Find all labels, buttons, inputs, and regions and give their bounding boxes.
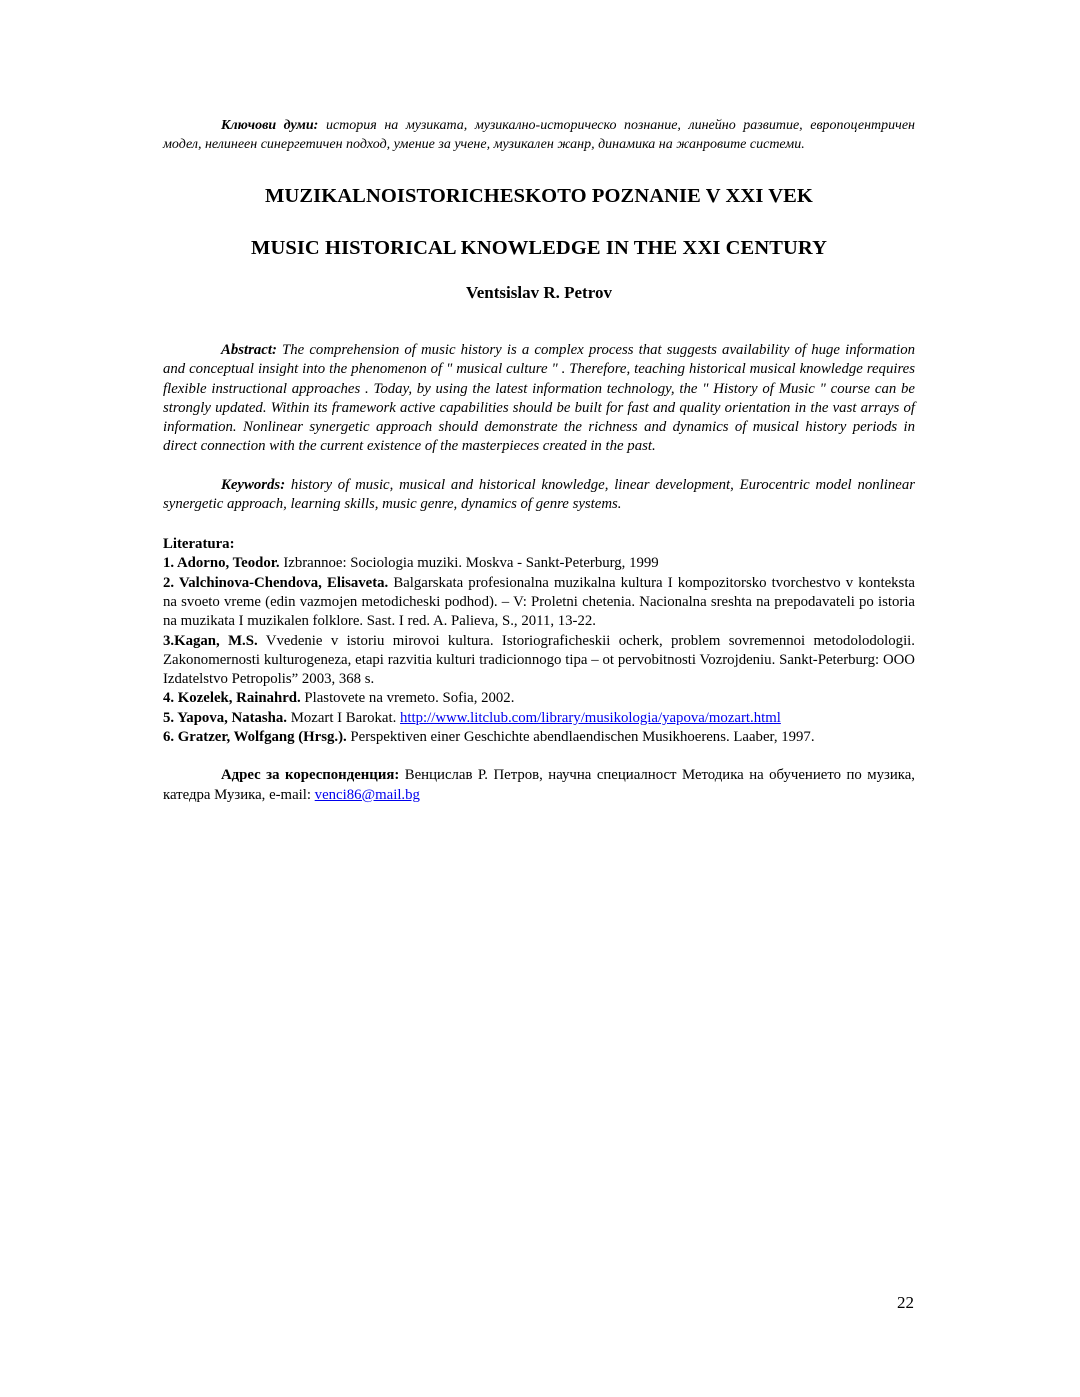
reference-list <box>163 554 915 747</box>
title-en: MUSIC HISTORICAL KNOWLEDGE IN THE XXI CENTURY <box>251 237 827 259</box>
correspondence-address <box>163 766 915 805</box>
keywords-en-label: Keywords: <box>221 476 286 493</box>
reference-text: Balgarskata profesionalna muzikalna kultura I kompozitorsko tvorchestvo v konteksta na svoeto vreme (edin vazmojen metodicheski podhod). – V: Proletni chetenia. Nacionalna sreshta na prepodavateli po istoria na muzikata I muzikalen folklore. Sast. I red. A. Palieva, S., 2011, 13-22. <box>163 574 915 630</box>
keywords-bg-label: Ключови думи: <box>221 118 319 133</box>
abstract-label: Abstract: <box>221 342 277 358</box>
reference-author: 5. Yapova, Natasha. <box>163 709 288 726</box>
reference-author: 2. Valchinova-Chendova, Elisaveta. <box>163 574 389 591</box>
reference-url-link[interactable]: http://www.litclub.com/library/musikologia/yapova/mozart.html <box>400 709 781 726</box>
reference-author: 3.Kagan, M.S. <box>163 632 258 649</box>
reference-author: 1. Adorno, Teodor. <box>163 555 280 572</box>
reference-text: Izbrannoe: Sociologia muziki. Moskva - Sankt-Peterburg, 1999 <box>279 555 659 572</box>
keywords-bg-text: история на музиката, музикално-историческо познание, линейно развитие, европоцентричен модел, нелинеен синергетичен подход, умение за учене, музикален жанр, динамика на жанровите системи. <box>163 118 915 152</box>
literature-heading: Literatura: <box>163 536 235 553</box>
keywords-en-paragraph <box>163 476 915 515</box>
reference-text: Plastovete na vremeto. Sofia, 2002. <box>300 690 515 707</box>
reference-text: Vvedenie v istoriu mirovoi kultura. Istoriograficheskii ocherk, problem sovremennoi metodolodologii. Zakonomernosti kulturogeneza, etapi razvitia kulturi tradicionnogo tipa – ot pervobitnosti Vozrojdeniu. Sankt-Peterburg: OOO Izdatelstvo Petropolis” 2003, 368 s. <box>163 632 915 688</box>
reference-item <box>163 689 915 708</box>
email-link[interactable]: venci86@mail.bg <box>314 786 420 803</box>
reference-item <box>163 632 915 690</box>
abstract-text: The comprehension of music history is a complex process that suggests availability of huge information and conceptual insight into the phenomenon of " musical culture " . Therefore, teaching historical musical knowledge requires flexible instructional approaches . Today, by using the latest information technology, the " History of Music " course can be strongly updated. Within its framework active capabilities should be built for fast and quality orientation in the vast arrays of information. Nonlinear synergetic approach should demonstrate the richness and dynamics of musical history periods in direct connection with the current existence of the masterpieces created in the past. <box>163 342 915 455</box>
page-number: 22 <box>897 1293 914 1312</box>
reference-text: Mozart I Barokat. <box>287 709 401 726</box>
reference-item <box>163 709 915 728</box>
reference-author: 6. Gratzer, Wolfgang (Hrsg.). <box>163 729 347 746</box>
reference-author: 4. Kozelek, Rainahrd. <box>163 690 301 707</box>
keywords-bg-paragraph <box>163 116 915 154</box>
title-bg-latin: MUZIKALNOISTORICHESKOTO POZNANIE V XXI VEK <box>265 185 813 207</box>
address-label: Адрес за кореспонденция: <box>221 767 400 784</box>
reference-item <box>163 554 915 573</box>
reference-item <box>163 574 915 632</box>
author-name: Ventsislav R. Petrov <box>466 283 612 302</box>
reference-item <box>163 728 915 747</box>
abstract-paragraph <box>163 341 915 457</box>
reference-text: Perspektiven einer Geschichte abendlaendischen Musikhoerens. Laaber, 1997. <box>346 729 815 746</box>
page-content <box>163 116 915 820</box>
address-text: Венцислав Р. Петров, научна специалност Методика на обучението по музика, катедра Музика, e-mail: <box>163 767 915 803</box>
keywords-en-text: history of music, musical and historical knowledge, linear development, Eurocentric model nonlinear synergetic approach, learning skills, music genre, dynamics of genre systems. <box>163 476 915 513</box>
